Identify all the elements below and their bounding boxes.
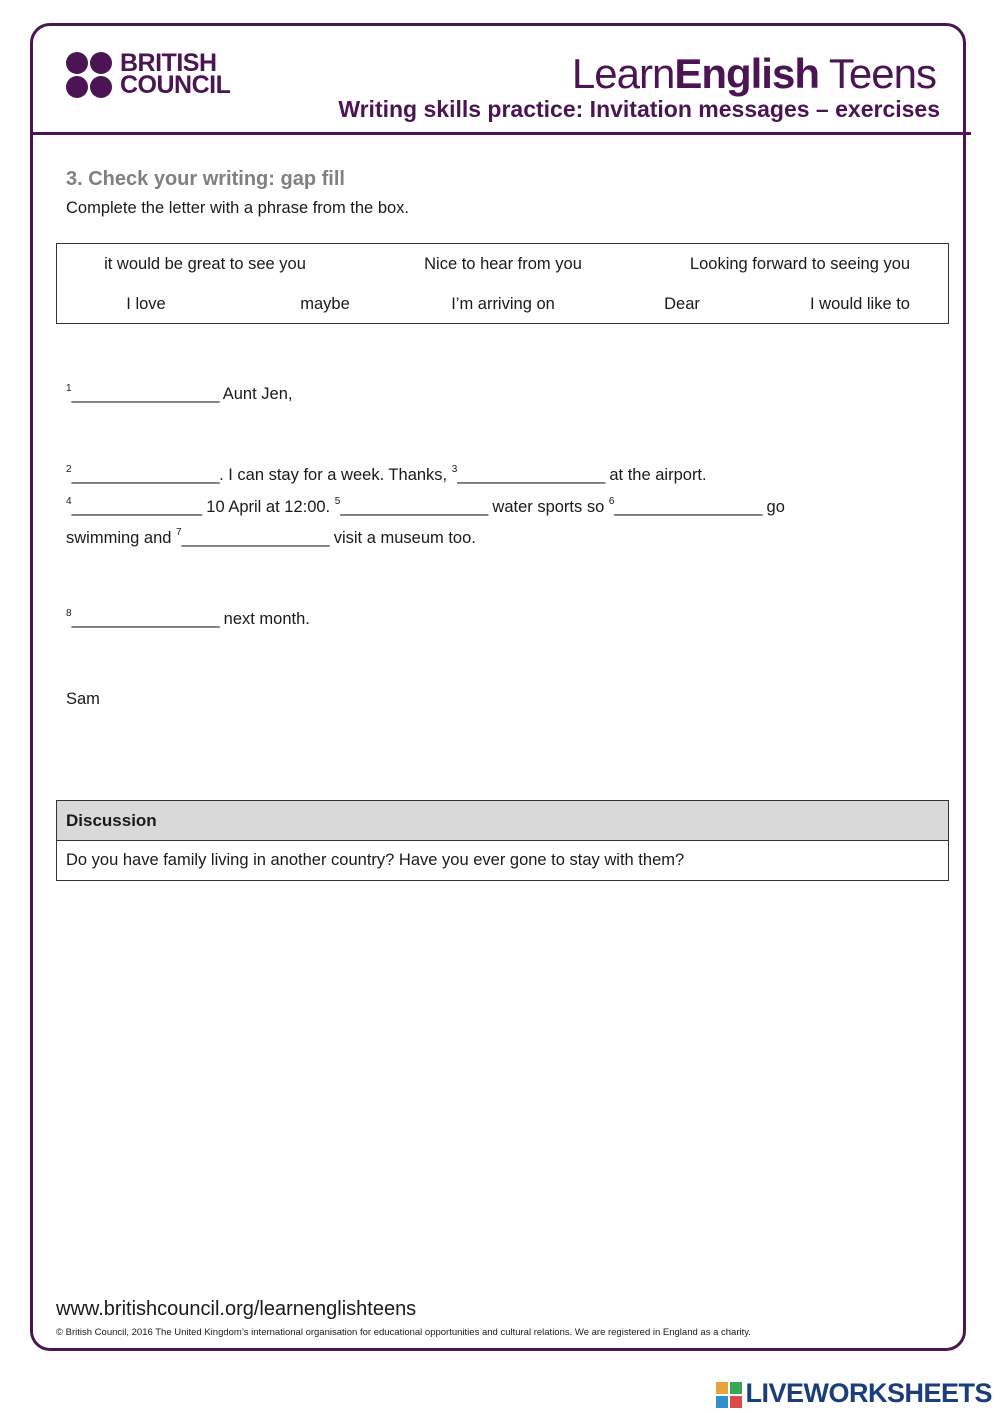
gap-number: 2 [66,464,72,475]
section-title: 3. Check your writing: gap fill [66,168,345,190]
instruction-text: Complete the letter with a phrase from the box. [66,199,410,217]
discussion-heading: Discussion [66,811,157,830]
liveworksheets-icon [716,1382,742,1408]
letter-line-3 [66,498,785,517]
bc-logo-line1: BRITISH [120,49,217,77]
document-title: Writing skills practice: Invitation messages – exercises [338,96,940,122]
gap-blank-5[interactable]: _________________ [340,498,488,516]
discussion-question: Do you have family living in another country? Have you ever gone to stay with them? [66,851,685,869]
learnenglish-teens-logo [572,50,936,98]
letter-text: at the airport. [604,466,707,484]
gap-blank-8[interactable]: _________________ [71,610,220,628]
letter-line-4 [66,529,476,548]
le-logo-teens: Teens [819,50,936,97]
letter-text: . I can stay for a week. Thanks, [219,466,452,484]
letter-text: 10 April at 12:00. [201,498,335,516]
bc-logo-line2: COUNCIL [120,71,231,99]
gap-blank-1[interactable]: _________________ [71,385,220,403]
gap-number: 1 [66,383,72,394]
le-logo-learn: Learn [571,50,675,97]
gap-number: 4 [66,496,72,507]
gap-number: 3 [451,464,458,475]
phrase-item: maybe [300,295,350,313]
header-divider [33,132,971,135]
phrase-item: it would be great to see you [104,255,306,273]
gap-blank-7[interactable]: _________________ [181,529,330,547]
phrase-item: Nice to hear from you [424,255,582,273]
page-frame [30,23,966,1351]
letter-text: water sports so [487,498,609,516]
discussion-box [56,800,949,881]
gap-number: 7 [176,527,182,538]
letter-text: visit a museum too. [329,529,476,547]
gap-blank-2[interactable]: _________________ [71,466,220,484]
phrase-item: I’m arriving on [451,295,555,313]
letter-text: next month. [219,610,310,628]
letter-line-1 [66,385,292,404]
phrase-box [56,243,949,324]
phrase-item: Dear [664,295,700,313]
phrase-item: I would like to [810,295,910,313]
gap-number: 8 [66,608,72,619]
footer-copyright: © British Council, 2016 The United Kingdom’s international organisation for educational opportunities and cultural relations. We are registered in England as a charity. [56,1327,751,1338]
letter-text: go [761,498,785,516]
liveworksheets-text: LIVEWORKSHEETS [745,1378,992,1408]
letter-line-5 [66,610,310,629]
phrase-item: Looking forward to seeing you [689,255,911,273]
letter-line-2 [66,466,707,485]
gap-blank-4[interactable]: _______________ [71,498,202,516]
le-logo-english: English [674,50,819,97]
gap-number: 6 [608,496,615,507]
letter-text: swimming and [66,529,177,547]
british-council-logo [66,49,236,102]
discussion-header [57,801,948,841]
phrase-item: I love [126,295,166,313]
letter-signature: Sam [66,690,100,708]
gap-blank-3[interactable]: _________________ [457,466,605,484]
footer-url[interactable]: www.britishcouncil.org/learnenglishteens [56,1298,417,1320]
liveworksheets-logo [716,1378,992,1409]
gap-number: 5 [334,496,341,507]
gap-blank-6[interactable]: _________________ [614,498,762,516]
letter-text: Aunt Jen, [219,385,293,403]
british-council-dots-icon [66,52,116,102]
